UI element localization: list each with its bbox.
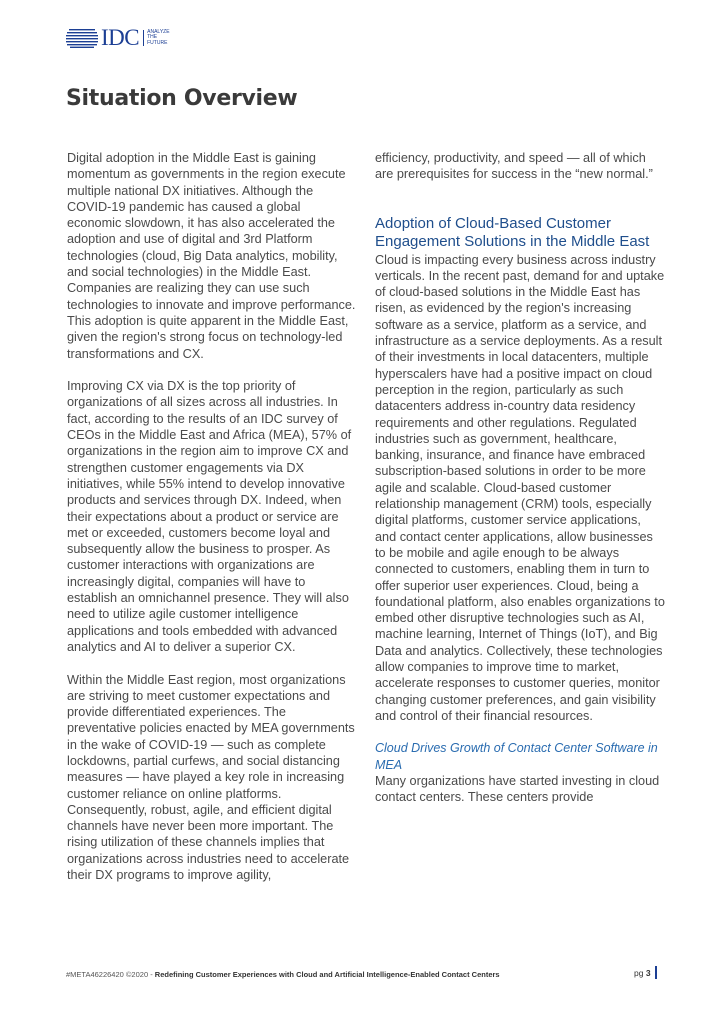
logo-tagline: [143, 30, 169, 46]
page-title: Situation Overview: [66, 86, 298, 111]
section-body: Cloud is impacting every business across industry verticals. In the recent past, demand for and uptake of cloud-based solutions in the Middle East has risen, as evidenced by the region's increasing software as a service, platform as a service, and infrastructure as a service deployments. As a result of their investments in local datacenters, multiple hyperscalers have had a positive impact on cloud perception in the region, particularly as such datacenters address in-country data residency requirements and other regulations. Regulated industries such as government, healthcare, banking, insurance, and finance have embraced subscription-based solutions in order to be more agile and scalable. Cloud-based customer relationship management (CRM) tools, especially digital platforms, customer service applications, and contact center applications, allow businesses to be mobile and agile enough to be always connected to customers, enabling them in turn to offer superior user experiences. Cloud, being a foundational platform, also enables organizations to embed other disruptive technologies such as AI, machine learning, Internet of Things (IoT), and Big Data and analytics. Collectively, these technologies allow companies to improve time to market, accelerate responses to customer queries, monitor changing customer preferences, and gain visibility and control of their financial resources.: [375, 252, 665, 723]
footer-separator: -: [148, 970, 155, 979]
page-label: pg: [634, 967, 644, 978]
globe-icon: [66, 28, 98, 48]
left-column: [67, 150, 357, 900]
logo-wordmark: IDC: [101, 25, 140, 50]
subsection-body: Many organizations have started investing in cloud contact centers. These centers provide: [375, 773, 660, 805]
right-column: [375, 150, 665, 822]
body-paragraph: Within the Middle East region, most organizations are striving to meet customer expectations and provide differentiated experiences. The preventative policies enacted by MEA governments in the wake of COVID-19 — such as complete lockdowns, partial curfews, and social distancing measures — have played a key role in increasing customer reliance on online platforms. Consequently, robust, agile, and efficient digital channels have never been more important. The rising utilization of these channels implies that organizations across industries need to accelerate their DX programs to improve agility,: [67, 672, 355, 883]
page-value: 3: [645, 967, 651, 978]
tagline-word: FUTURE: [147, 39, 168, 46]
body-paragraph: Digital adoption in the Middle East is gaining momentum as governments in the region execute multiple national DX initiatives. Although the COVID-19 pandemic has caused a global economic slowdown, it has also accelerated the adoption and use of digital and 3rd Platform technologies (cloud, Big Data analytics, mobility, and social technologies) in the Middle East. Companies are realizing they can use such technologies to innovate and improve performance. This adoption is quite apparent in the Middle East, given the region's strong focus on technology-led transformations and CX.: [67, 151, 356, 361]
continuation-paragraph: efficiency, productivity, and speed — all of which are prerequisites for success in the “new normal.”: [375, 151, 653, 182]
idc-logo: [66, 27, 170, 49]
footer-title: Redefining Customer Experiences with Cloud and Artificial Intelligence-Enabled Contact Centers: [154, 970, 500, 979]
tagline-word: ANALYZE: [147, 28, 170, 35]
subsection-heading: Cloud Drives Growth of Contact Center Software in MEA: [375, 741, 658, 772]
doc-id: #META46226420 ©2020: [66, 970, 149, 979]
footer: [66, 970, 500, 979]
section-heading: Adoption of Cloud-Based Customer Engagement Solutions in the Middle East: [375, 214, 650, 251]
body-paragraph: Improving CX via DX is the top priority of organizations of all sizes across all industries. In fact, according to the results of an IDC survey of CEOs in the Middle East and Africa (MEA), 57% of organizations in the region aim to improve CX and strengthen customer engagements via DX initiatives, while 55% intend to develop innovative products and services through DX. Indeed, when their expectations about a product or service are met or exceeded, customers become loyal and subsequently allow the business to prosper. As customer interactions with organizations are increasingly digital, companies will have to establish an omnichannel presence. They will also need to utilize agile customer intelligence applications and tools embedded with advanced analytics and AI to deliver a superior CX.: [67, 379, 352, 654]
tagline-word: THE: [147, 34, 158, 41]
page-bar-divider: [655, 966, 657, 979]
page-number: [634, 966, 657, 979]
